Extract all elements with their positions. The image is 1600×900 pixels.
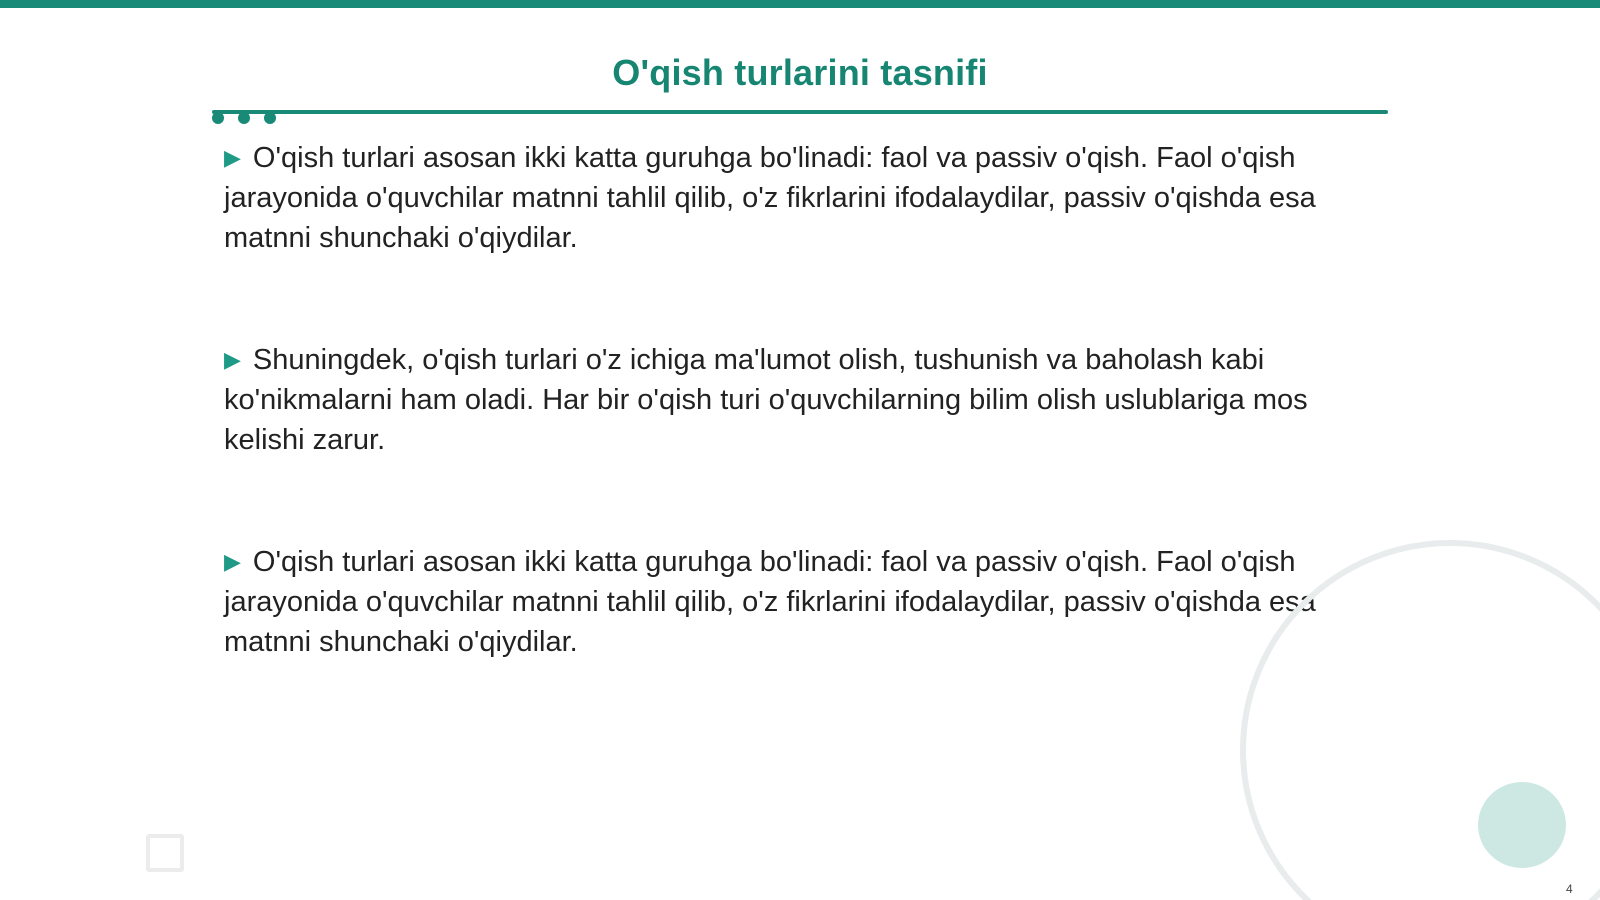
decor-square <box>146 834 184 872</box>
bullet-item-2 <box>224 340 1364 460</box>
bullet-item-1 <box>224 138 1364 258</box>
bullet-item-3 <box>224 542 1364 662</box>
triangle-bullet-icon: ▶ <box>224 347 241 372</box>
decor-dot-2 <box>238 112 250 124</box>
page-number: 4 <box>1566 882 1573 896</box>
top-accent-bar <box>0 0 1600 8</box>
decor-circle-fill <box>1478 782 1566 868</box>
decor-dot-3 <box>264 112 276 124</box>
title-underline <box>212 110 1388 114</box>
slide-title: O'qish turlarini tasnifi <box>612 52 988 93</box>
slide-content <box>224 138 1364 744</box>
bullet-text: O'qish turlari asosan ikki katta guruhga bo'linadi: faol va passiv o'qish. Faol o'qish jarayonida o'quvchilar matnni tahlil qilib, o'z fikrlarini ifodalaydilar, passiv o'qishda esa matnni shunchaki o'qiydilar. <box>224 142 1316 254</box>
triangle-bullet-icon: ▶ <box>224 549 241 574</box>
triangle-bullet-icon: ▶ <box>224 145 241 170</box>
decor-dot-1 <box>212 112 224 124</box>
bullet-text: Shuningdek, o'qish turlari o'z ichiga ma'lumot olish, tushunish va baholash kabi ko'nikmalarni ham oladi. Har bir o'qish turi o'quvchilarning bilim olish uslublariga mos kelishi zarur. <box>224 344 1308 456</box>
bullet-text: O'qish turlari asosan ikki katta guruhga bo'linadi: faol va passiv o'qish. Faol o'qish jarayonida o'quvchilar matnni tahlil qilib, o'z fikrlarini ifodalaydilar, passiv o'qishda esa matnni shunchaki o'qiydilar. <box>224 546 1316 658</box>
